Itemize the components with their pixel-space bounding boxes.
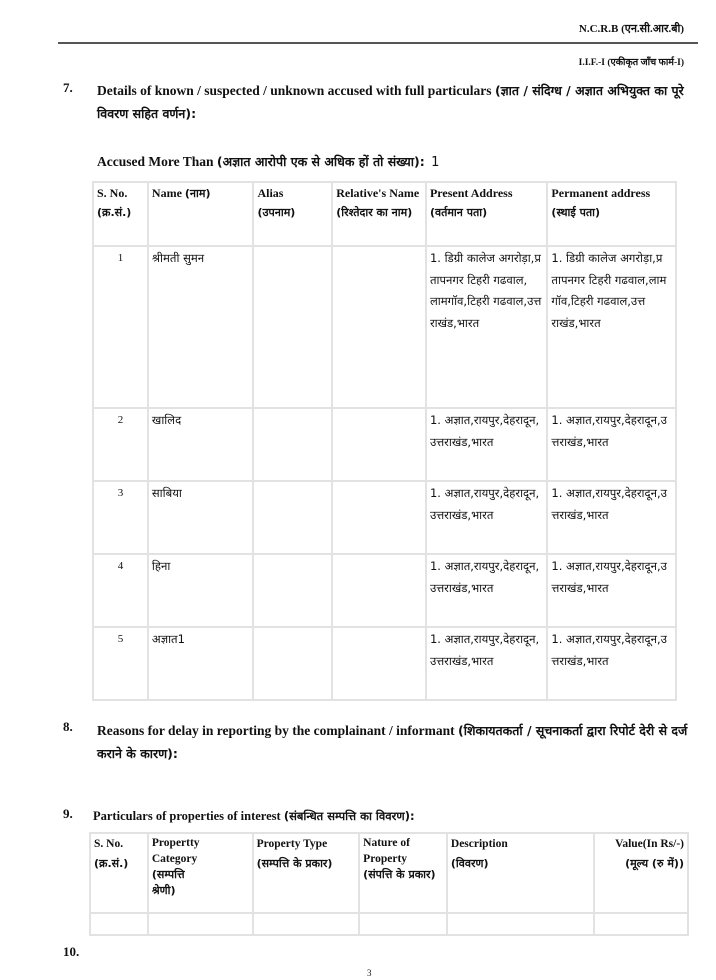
accused-present-address: 1. अज्ञात,रायपुर,देहरादून,उत्तराखंड,भारत <box>426 627 547 700</box>
accused-name: साबिया <box>148 481 254 554</box>
accused-relative <box>332 408 426 481</box>
accused-table <box>92 181 677 701</box>
accused-name: खालिद <box>148 408 254 481</box>
accused-relative <box>332 627 426 700</box>
header-divider <box>58 42 698 44</box>
accused-permanent-address: 1. अज्ञात,रायपुर,देहरादून,उत्तराखंड,भारत <box>547 627 676 700</box>
section-9-number: 9. <box>63 806 73 821</box>
section-8-title <box>97 719 697 765</box>
section-9-title-hi: (संबन्धित सम्पत्ति का विवरण): <box>283 809 415 823</box>
col-alias: Alias (उपनाम) <box>253 182 332 246</box>
accused-present-address: 1. डिग्री कालेज अगरोड़ा,प्रतापनगर टिहरी गढवाल,लामगॉव,टिहरी गढवाल,उत्तराखंड,भारत <box>426 246 547 408</box>
col-prop-type: Property Type (सम्पत्ति के प्रकार) <box>253 833 360 913</box>
accused-alias <box>253 408 332 481</box>
ncrb-header: N.C.R.B (एन.सी.आर.बी) <box>578 23 684 35</box>
accused-alias <box>253 627 332 700</box>
col-prop-category: Propertty Category (सम्पत्ति श्रेणी) <box>148 833 253 913</box>
col-present-address: Present Address (वर्तमान पता) <box>426 182 547 246</box>
accused-relative <box>332 481 426 554</box>
section-8-title-en: Reasons for delay in reporting by the complainant / informant <box>97 723 455 738</box>
accused-sno: 3 <box>93 481 148 554</box>
accused-permanent-address: 1. अज्ञात,रायपुर,देहरादून,उत्तराखंड,भारत <box>547 481 676 554</box>
prop-cell <box>447 913 594 935</box>
accused-alias <box>253 246 332 408</box>
section-9-title-en: Particulars of properties of interest <box>93 809 281 823</box>
property-row <box>90 913 688 935</box>
col-name: Name (नाम) <box>148 182 254 246</box>
accused-row <box>93 481 676 554</box>
accused-table-header <box>93 182 676 246</box>
col-prop-sno: S. No. (क्र.सं.) <box>90 833 148 913</box>
form-name: I.I.F.-I (एकीकृत जाँच फार्म-I) <box>578 58 684 68</box>
col-relative: Relative's Name (रिश्तेदार का नाम) <box>332 182 426 246</box>
col-prop-nature: Nature of Property (संपत्ति के प्रकार) <box>359 833 447 913</box>
property-table <box>89 832 689 936</box>
section-9-title <box>93 805 415 828</box>
accused-sno: 5 <box>93 627 148 700</box>
accused-name: अज्ञात1 <box>148 627 254 700</box>
accused-more-value: 1 <box>431 155 440 170</box>
accused-sno: 1 <box>93 246 148 408</box>
page-number: 3 <box>367 968 372 978</box>
section-7-title <box>97 79 697 125</box>
col-permanent-address: Permanent address (स्थाई पता) <box>547 182 676 246</box>
accused-relative <box>332 554 426 627</box>
section-7-title-en: Details of known / suspected / unknown accused with full particulars <box>97 83 492 98</box>
accused-relative <box>332 246 426 408</box>
accused-more-label-hi: (अज्ञात आरोपी एक से अधिक हों तो संख्या): <box>216 154 425 169</box>
accused-row <box>93 554 676 627</box>
col-sno: S. No. (क्र.सं.) <box>93 182 148 246</box>
accused-present-address: 1. अज्ञात,रायपुर,देहरादून,उत्तराखंड,भारत <box>426 554 547 627</box>
accused-alias <box>253 554 332 627</box>
accused-permanent-address: 1. डिग्री कालेज अगरोड़ा,प्रतापनगर टिहरी गढवाल,लामगॉव,टिहरी गढवाल,उत्तराखंड,भारत <box>547 246 676 408</box>
accused-permanent-address: 1. अज्ञात,रायपुर,देहरादून,उत्तराखंड,भारत <box>547 554 676 627</box>
accused-alias <box>253 481 332 554</box>
accused-row <box>93 627 676 700</box>
accused-more-than <box>97 153 439 170</box>
accused-name: श्रीमती सुमन <box>148 246 254 408</box>
prop-cell <box>148 913 253 935</box>
accused-sno: 4 <box>93 554 148 627</box>
section-10-number: 10. <box>63 944 80 959</box>
accused-name: हिना <box>148 554 254 627</box>
section-8-title-hi: (शिकायतकर्ता / सूचनाकर्ता द्वारा रिपोर्ट देरी से दर्ज कराने के कारण): <box>97 723 688 761</box>
col-prop-value: Value(In Rs/-) (मूल्य (रु में)) <box>594 833 688 913</box>
property-table-header <box>90 833 688 913</box>
accused-present-address: 1. अज्ञात,रायपुर,देहरादून,उत्तराखंड,भारत <box>426 408 547 481</box>
section-7-number: 7. <box>63 80 73 95</box>
prop-cell <box>253 913 360 935</box>
accused-permanent-address: 1. अज्ञात,रायपुर,देहरादून,उत्तराखंड,भारत <box>547 408 676 481</box>
prop-cell <box>90 913 148 935</box>
section-7-title-hi: (ज्ञात / संदिग्ध / अज्ञात अभियुक्त का पूरे विवरण सहित वर्णन): <box>97 83 684 121</box>
accused-more-label-en: Accused More Than <box>97 154 214 169</box>
accused-row <box>93 408 676 481</box>
prop-cell <box>359 913 447 935</box>
accused-sno: 2 <box>93 408 148 481</box>
section-8-number: 8. <box>63 719 73 734</box>
accused-present-address: 1. अज्ञात,रायपुर,देहरादून,उत्तराखंड,भारत <box>426 481 547 554</box>
col-prop-description: Description (विवरण) <box>447 833 594 913</box>
prop-cell <box>594 913 688 935</box>
accused-row <box>93 246 676 408</box>
